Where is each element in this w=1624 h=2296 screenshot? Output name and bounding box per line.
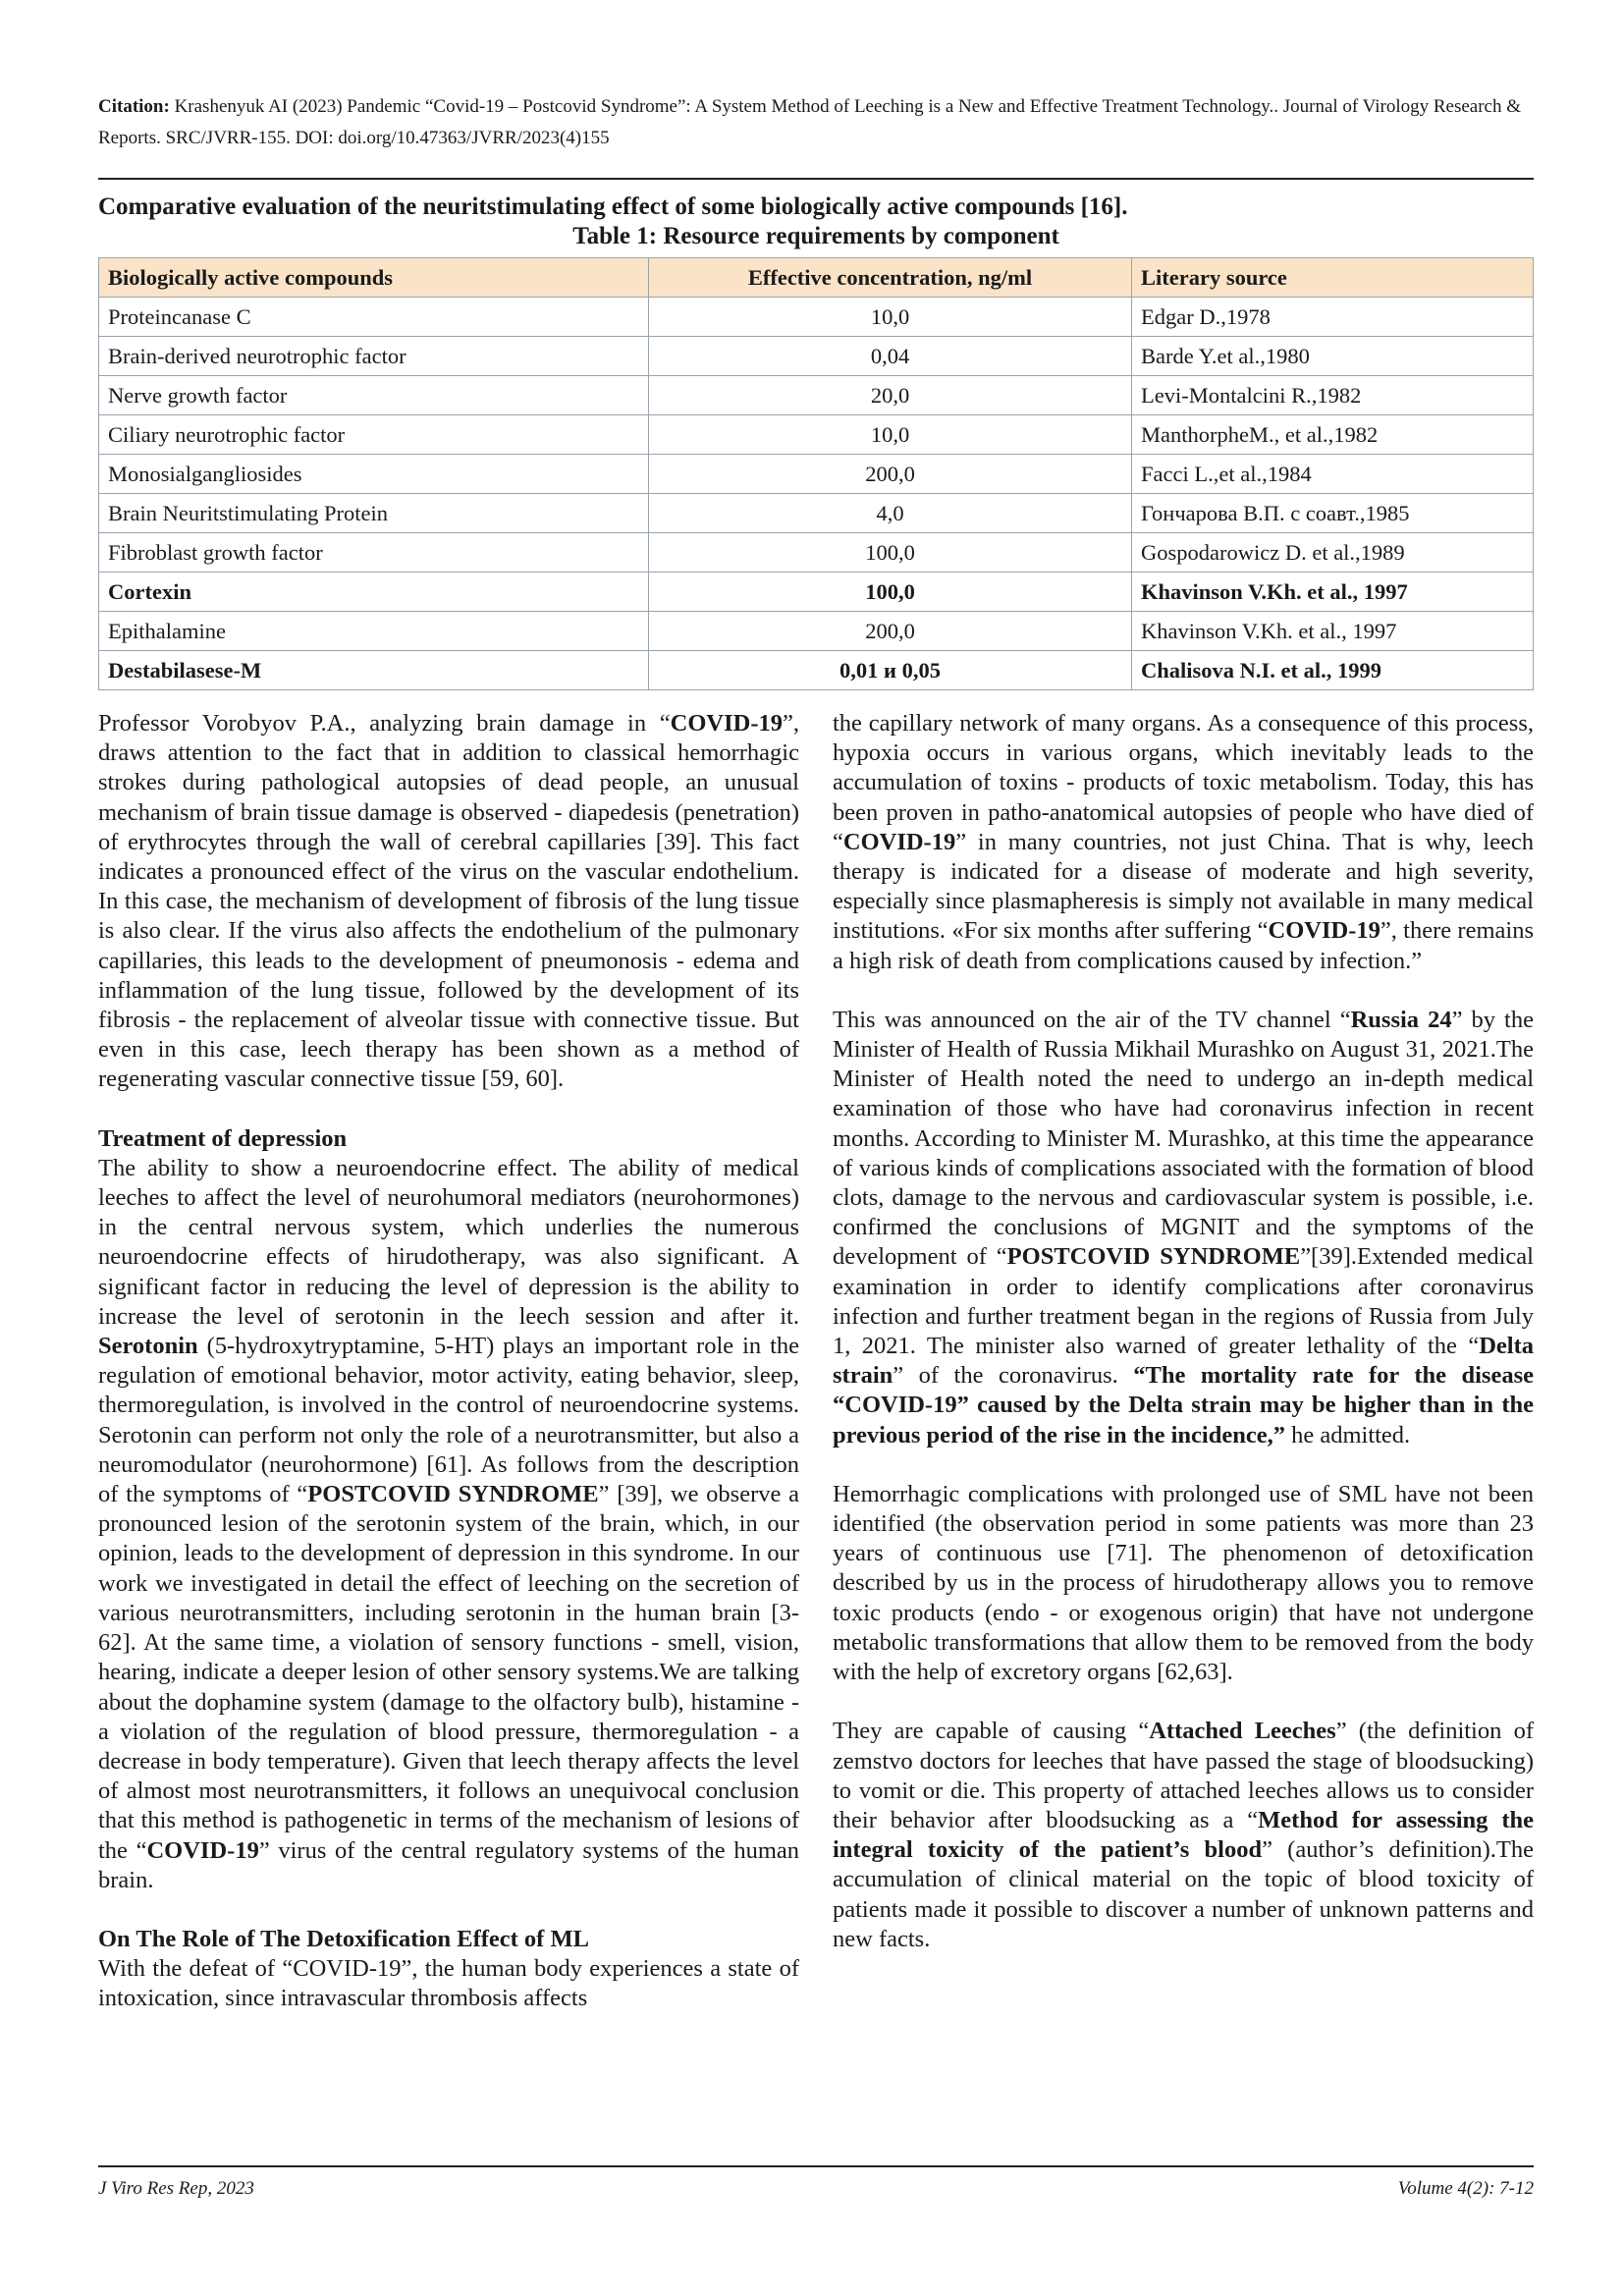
cell-compound: Ciliary neurotrophic factor — [99, 415, 649, 455]
cell-source: Gospodarowicz D. et al.,1989 — [1132, 533, 1534, 573]
text-run: They are capable of causing “ — [833, 1718, 1150, 1745]
table-row — [99, 573, 1534, 612]
bold-term: COVID-19 — [670, 710, 783, 737]
bold-term: COVID-19 — [1268, 917, 1380, 945]
cell-source: Edgar D.,1978 — [1132, 298, 1534, 337]
footer-volume: Volume 4(2): 7-12 — [1397, 2178, 1534, 2199]
cell-source: Khavinson V.Kh. et al., 1997 — [1132, 612, 1534, 651]
cell-compound: Brain-derived neurotrophic factor — [99, 337, 649, 376]
paragraph: With the defeat of “COVID-19”, the human body experiences a state of intoxication, since intravascular thrombosis affects — [98, 1955, 799, 2012]
compounds-table — [98, 257, 1534, 690]
footer-journal: J Viro Res Rep, 2023 — [98, 2178, 254, 2199]
bold-term: Attached Leeches — [1149, 1718, 1336, 1745]
right-column — [833, 709, 1534, 1954]
table-header-row — [99, 258, 1534, 298]
text-run: ” virus of the central regulatory systems of the human brain. — [98, 1836, 799, 1893]
citation — [98, 91, 1534, 154]
cell-concentration: 100,0 — [649, 533, 1132, 573]
table-row — [99, 494, 1534, 533]
bold-term: Serotonin — [98, 1333, 198, 1360]
cell-concentration: 10,0 — [649, 298, 1132, 337]
table-caption-line1: Comparative evaluation of the neuritstimulating effect of some biologically active compounds [16]. — [98, 193, 1128, 220]
text-run: ” in many countries, not just China. That is why, leech therapy is indicated for a disease of moderate and high severity, especially since plasmapheresis is simply not available in many medical institutions. «For six months after suffering “ — [833, 828, 1534, 945]
cell-source: Barde Y.et al.,1980 — [1132, 337, 1534, 376]
cell-concentration: 0,04 — [649, 337, 1132, 376]
cell-source: Гончарова В.П. с соавт.,1985 — [1132, 494, 1534, 533]
text-run: ” (the definition of zemstvo doctors for leeches that have passed the stage of bloodsucking) to vomit or die. This property of attached leeches allows us to consider their behavior after bloodsucking as a “ — [833, 1718, 1534, 1833]
table-row — [99, 376, 1534, 415]
table-row — [99, 337, 1534, 376]
citation-text: Krashenyuk AI (2023) Pandemic “Covid-19 – Postcovid Syndrome”: A System Method of Leeching is a New and Effective Treatment Technology.. Journal of Virology Research & Reports. SRC/JVRR-155. DOI: doi.org/10.47363/JVRR/2023(4)155 — [98, 96, 1522, 148]
text-run: (5-hydroxytryptamine, 5-HT) plays an important role in the regulation of emotional behavior, motor activity, eating behavior, sleep, thermoregulation, is involved in the control of neuroendocrine systems. Serotonin can perform not only the role of a neurotransmitter, but also a neuromodulator (neurohormone) [61]. As follows from the description of the symptoms of “ — [98, 1333, 799, 1508]
bold-term: Method for assessing the integral toxicity of the patient’s blood — [833, 1806, 1534, 1864]
bold-term: POSTCOVID SYNDROME — [307, 1481, 599, 1508]
section-heading-depression: Treatment of depression — [98, 1124, 348, 1152]
cell-concentration: 200,0 — [649, 455, 1132, 494]
text-run: ”[39].Extended medical examination in order to identify complications after coronavirus infection and further treatment began in the regions of Russia from July 1, 2021. The minister also warned of greater lethality of the “ — [833, 1243, 1534, 1360]
bold-term: POSTCOVID SYNDROME — [1006, 1243, 1301, 1271]
paragraph — [833, 1006, 1534, 1450]
cell-concentration: 0,01 и 0,05 — [649, 651, 1132, 690]
table-row — [99, 533, 1534, 573]
cell-compound: Epithalamine — [99, 612, 649, 651]
text-run: he admitted. — [1284, 1421, 1411, 1449]
cell-source: Chalisova N.I. et al., 1999 — [1132, 651, 1534, 690]
cell-concentration: 20,0 — [649, 376, 1132, 415]
text-run: This was announced on the air of the TV channel “ — [833, 1006, 1351, 1033]
cell-concentration: 4,0 — [649, 494, 1132, 533]
cell-source: Levi-Montalcini R.,1982 — [1132, 376, 1534, 415]
cell-source: ManthorpheM., et al.,1982 — [1132, 415, 1534, 455]
table-row — [99, 298, 1534, 337]
text-run: The ability to show a neuroendocrine effect. The ability of medical leeches to affect the level of neurohumoral mediators (neurohormones) in the central nervous system, which underlies the numerous neuroendocrine effects of hirudotherapy, was also significant. A significant factor in reducing the level of depression is the ability to increase the level of serotonin in the leech session and after it. — [98, 1154, 799, 1330]
bold-term: COVID-19 — [146, 1836, 259, 1864]
citation-label: Citation: — [98, 96, 170, 117]
cell-compound: Brain Neuritstimulating Protein — [99, 494, 649, 533]
paragraph — [833, 709, 1534, 976]
bold-term: Delta strain — [833, 1333, 1534, 1390]
left-column — [98, 709, 799, 2014]
cell-concentration: 200,0 — [649, 612, 1132, 651]
header-compounds: Biologically active compounds — [99, 258, 649, 298]
bold-term: COVID-19 — [842, 828, 956, 855]
footer-divider — [98, 2165, 1534, 2167]
header-divider — [98, 178, 1534, 180]
table-row — [99, 651, 1534, 690]
section-heading-detox: On The Role of The Detoxification Effect of ML — [98, 1925, 589, 1952]
table-row — [99, 612, 1534, 651]
header-source: Literary source — [1132, 258, 1534, 298]
cell-concentration: 10,0 — [649, 415, 1132, 455]
cell-compound: Cortexin — [99, 573, 649, 612]
text-run: ” of the coronavirus. — [893, 1362, 1134, 1390]
table-row — [99, 415, 1534, 455]
text-run: the capillary network of many organs. As a consequence of this process, hypoxia occurs in various organs, which inevitably leads to the accumulation of toxins - products of toxic metabolism. Today, this has been proven in patho-anatomical autopsies of people who have died of “ — [833, 710, 1534, 855]
text-run: ” by the Minister of Health of Russia Mikhail Murashko on August 31, 2021.The Minister of Health noted the need to undergo an in-depth medical examination of those who have had coronavirus infection in recent months. According to Minister M. Murashko, at this time the appearance of various kinds of complications associated with the formation of blood clots, damage to the nervous and cardiovascular system is possible, i.e. confirmed the conclusions of MGNIT and the symptoms of the development of “ — [833, 1006, 1534, 1271]
cell-compound: Fibroblast growth factor — [99, 533, 649, 573]
cell-source: Khavinson V.Kh. et al., 1997 — [1132, 573, 1534, 612]
bold-quote: “The mortality rate for the disease “COVID-19” caused by the Delta strain may be higher than in the previous period of the rise in the incidence,” — [833, 1362, 1534, 1449]
table-caption-title: Table 1: Resource requirements by component — [572, 223, 1059, 249]
cell-concentration: 100,0 — [649, 573, 1132, 612]
cell-compound: Proteincanase C — [99, 298, 649, 337]
text-run: ”, there remains a high risk of death from complications caused by infection.” — [833, 917, 1534, 974]
text-run: Professor Vorobyov P.A., analyzing brain damage in “ — [98, 710, 671, 737]
cell-compound: Monosialgangliosides — [99, 455, 649, 494]
cell-source: Facci L.,et al.,1984 — [1132, 455, 1534, 494]
cell-compound: Destabilasese-M — [99, 651, 649, 690]
text-run: ”, draws attention to the fact that in addition to classical hemorrhagic strokes during pathological autopsies of dead people, an unusual mechanism of brain tissue damage is observed - diapedesis (penetration) of erythrocytes through the wall of cerebral capillaries [39]. This fact indicates a pronounced effect of the virus on the vascular endothelium. In this case, the mechanism of development of fibrosis of the lung tissue is also clear. If the virus also affects the endothelium of the pulmonary capillaries, this leads to the development of pneumonosis - edema and inflammation of the lung tissue, followed by the development of its fibrosis - the replacement of alveolar tissue with connective tissue. But even in this case, leech therapy has been shown as a method of regenerating vascular connective tissue [59, 60]. — [98, 710, 799, 1093]
paragraph — [98, 709, 799, 1095]
text-run: ” [39], we observe a pronounced lesion of the serotonin system of the brain, which, in our opinion, leads to the development of depression in this syndrome. In our work we investigated in detail the effect of leeching on the secretion of various neurotransmitters, including serotonin in the human brain [3-62]. At the same time, a violation of sensory functions - smell, vision, hearing, indicate a deeper lesion of other sensory systems.We are talking about the dophamine system (damage to the olfactory bulb), histamine - a violation of the regulation of blood pressure, thermoregulation - a decrease in body temperature). Given that leech therapy affects the level of almost most neurotransmitters, it follows an unequivocal conclusion that this method is pathogenetic in terms of the mechanism of lesions of the “ — [98, 1481, 799, 1864]
cell-compound: Nerve growth factor — [99, 376, 649, 415]
text-run: ” (author’s definition).The accumulation of clinical material on the topic of blood toxicity of patients made it possible to discover a number of unknown patterns and new facts. — [833, 1836, 1534, 1952]
paragraph — [833, 1717, 1534, 1954]
bold-term: Russia 24 — [1350, 1006, 1452, 1033]
table-row — [99, 455, 1534, 494]
paragraph — [98, 1154, 799, 1895]
table-caption — [98, 192, 1534, 251]
paragraph: Hemorrhagic complications with prolonged use of SML have not been identified (the observation period in some patients was more than 23 years of continuous use [71]. The phenomenon of detoxification described by us in the process of hirudotherapy allows you to remove toxic products (endo - or exogenous origin) that have not undergone metabolic transformations that allow them to be removed from the body with the help of excretory organs [62,63]. — [833, 1480, 1534, 1686]
header-concentration: Effective concentration, ng/ml — [649, 258, 1132, 298]
